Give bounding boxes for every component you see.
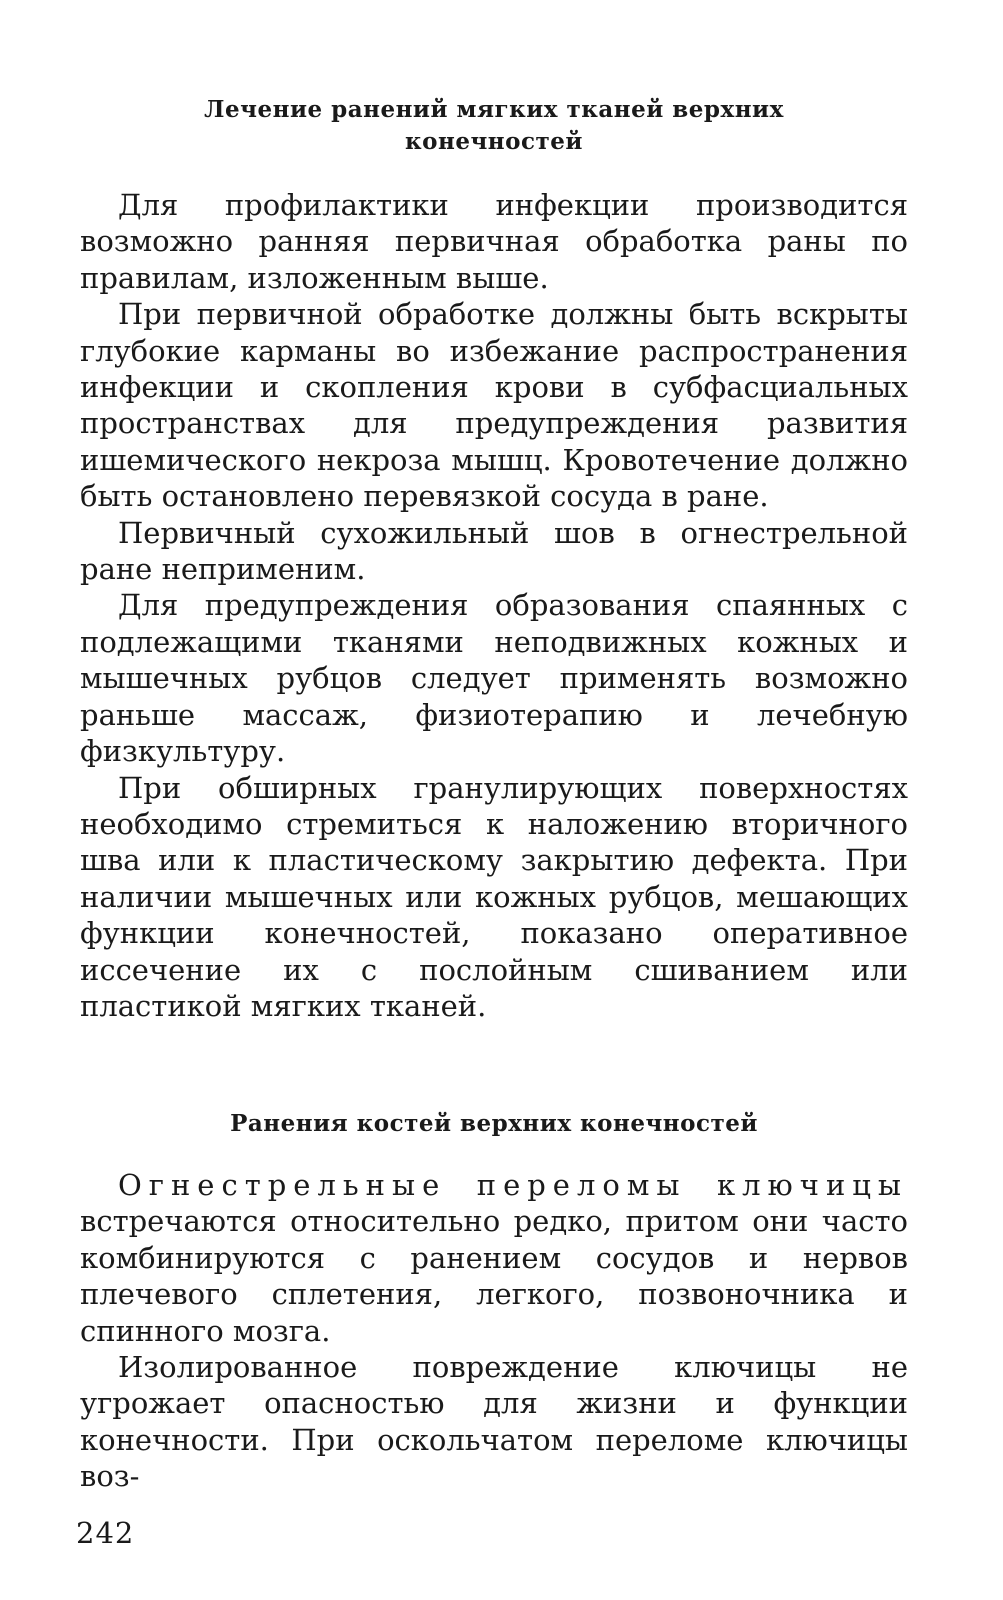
page-number: 242 <box>76 1516 135 1550</box>
section-title-bone-injuries: Ранения костей верхних конечностей <box>230 1110 758 1137</box>
paragraph: При первичной обработке должны быть вскрыты глубокие карманы во избежание распространения инфекции и скопления крови в субфасциальных пространствах для предупреждения развития ишемического некроза мышц. Кровотечение должно быть остановлено перевязкой сосуда в ране. <box>80 297 908 514</box>
paragraph: При обширных гранулирующих поверхностях необходимо стремиться к наложению вторичного шва или к пластическому закрытию дефекта. При наличии мышечных или кожных рубцов, мешающих функции конечностей, показано оперативное иссечение их с послойным сшиванием или пластикой мягких тканей. <box>80 770 908 1023</box>
book-page <box>76 0 908 1600</box>
paragraph-text: встречаются относительно редко, притом они часто комбинируются с ранением сосудов и нервов плечевого сплетения, легкого, позвоночника и спинного мозга. <box>80 1204 908 1348</box>
section-title-soft-tissue: Лечение ранений мягких тканей верхних конечностей <box>204 96 784 155</box>
paragraph-clavicle-fractures <box>80 1167 908 1349</box>
paragraph: Для профилактики инфекции производится возможно ранняя первичная обработка раны по правилам, изложенным выше. <box>80 188 908 295</box>
paragraph: Изолированное повреждение ключицы не угрожает опасностью для жизни и функции конечности. При оскольчатом переломе ключицы воз- <box>80 1350 908 1494</box>
paragraph: Первичный сухожильный шов в огнестрельной ране неприменим. <box>80 515 908 587</box>
spaced-emphasis-term: Огнестрельные переломы ключицы <box>118 1168 908 1202</box>
paragraph: Для предупреждения образования спаянных с подлежащими тканями неподвижных кожных и мышечных рубцов следует применять возможно раньше массаж, физиотерапию и лечебную физкультуру. <box>80 588 908 769</box>
section-body-bone-injuries <box>80 1167 908 1495</box>
section-body-soft-tissue <box>80 187 908 1024</box>
